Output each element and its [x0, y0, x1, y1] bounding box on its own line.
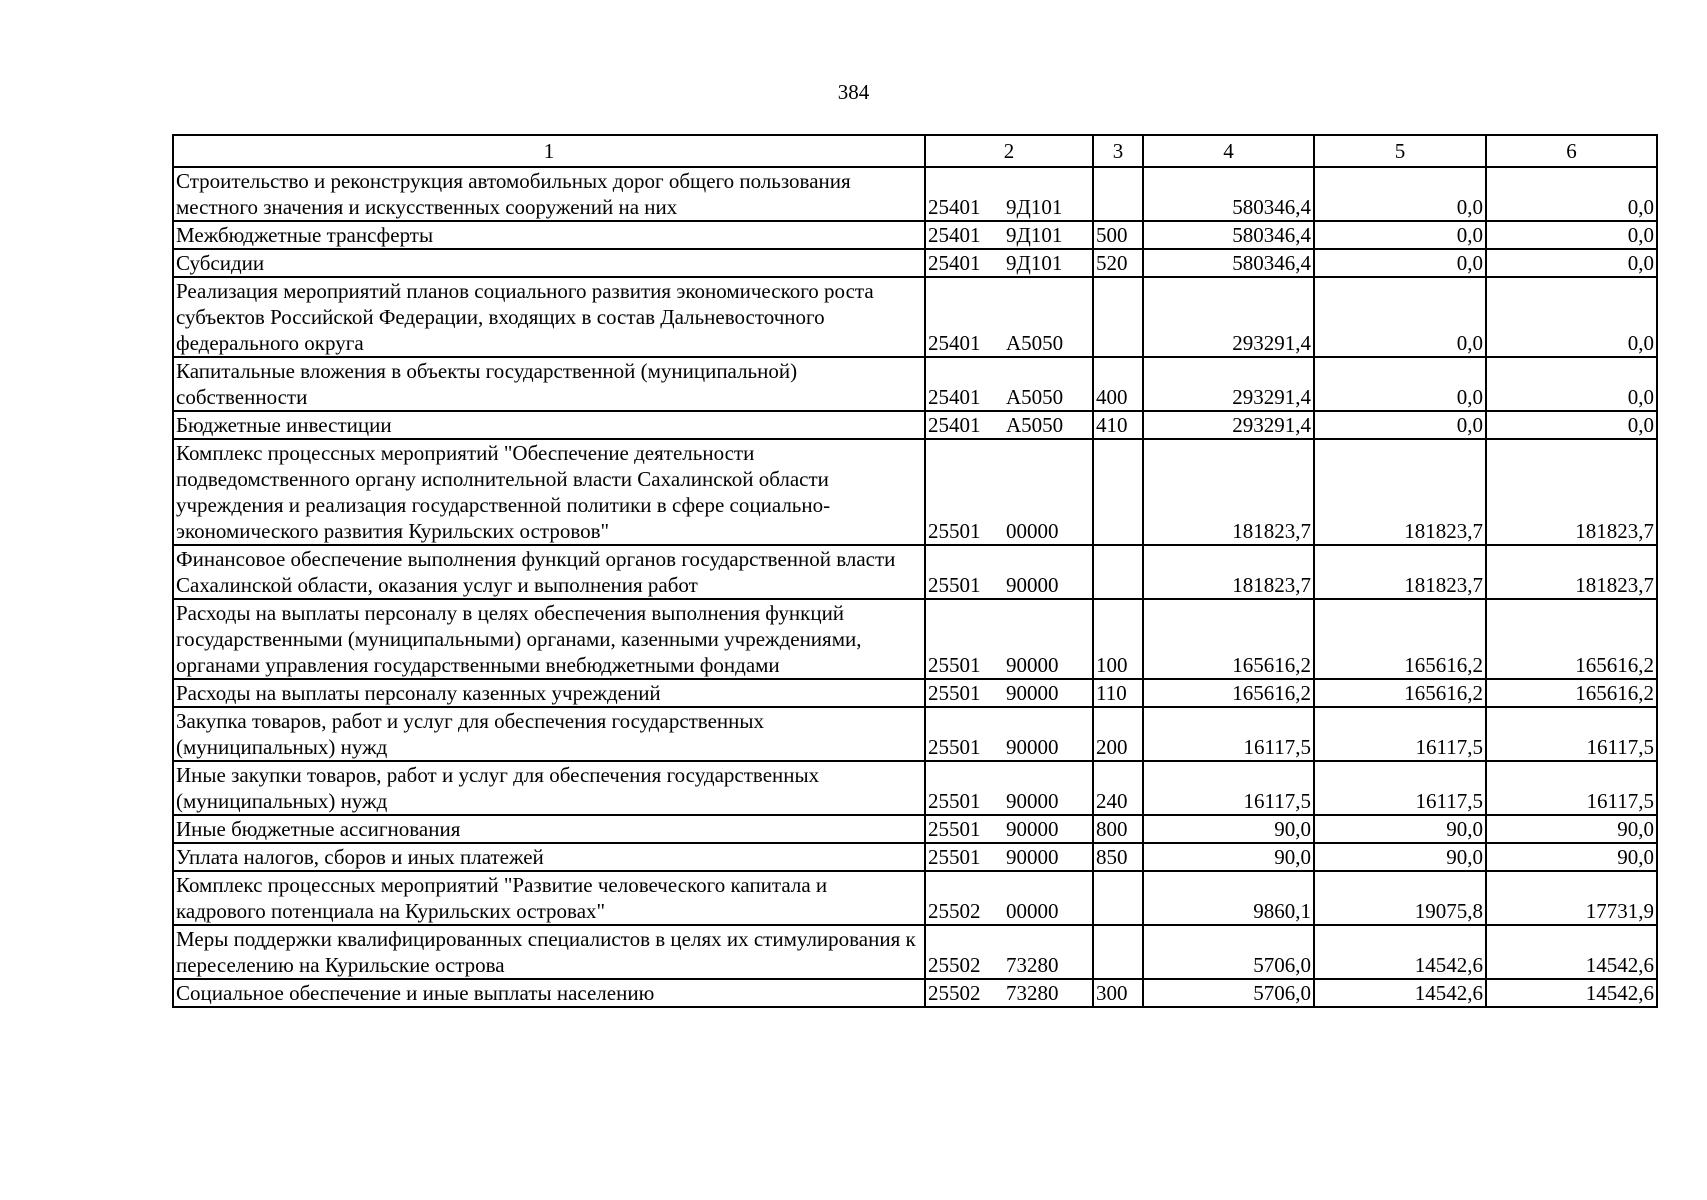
target-article-code — [925, 979, 1093, 1007]
amount-year-2: 16117,5 — [1314, 761, 1486, 815]
amount-year-3: 17731,9 — [1486, 871, 1657, 925]
target-article-code — [925, 599, 1093, 679]
target-article-code — [925, 815, 1093, 843]
table-row — [173, 707, 1657, 761]
column-number: 4 — [1143, 135, 1314, 167]
row-name: Строительство и реконструкция автомобильных дорог общего пользования местного значения и искусственных сооружений на них — [173, 167, 925, 221]
target-article-code — [925, 761, 1093, 815]
expense-type-code: 240 — [1093, 761, 1143, 815]
direction-code: 90000 — [1006, 789, 1059, 813]
amount-year-2: 0,0 — [1314, 221, 1486, 249]
program-code: 25401 — [928, 195, 981, 219]
amount-year-3: 181823,7 — [1486, 545, 1657, 599]
expense-type-code: 500 — [1093, 221, 1143, 249]
column-number: 6 — [1486, 135, 1657, 167]
row-name: Расходы на выплаты персоналу в целях обеспечения выполнения функций государственными (муниципальными) органами, казенными учреждениями, органами управления государственными внебюджетными фондами — [173, 599, 925, 679]
expense-type-code: 520 — [1093, 249, 1143, 277]
amount-year-2: 0,0 — [1314, 357, 1486, 411]
program-code: 25501 — [928, 573, 981, 597]
amount-year-1: 580346,4 — [1143, 221, 1314, 249]
amount-year-3: 16117,5 — [1486, 761, 1657, 815]
target-article-code — [925, 277, 1093, 357]
row-name: Бюджетные инвестиции — [173, 411, 925, 439]
direction-code: 9Д101 — [1006, 223, 1063, 247]
table-row — [173, 439, 1657, 545]
table-row — [173, 979, 1657, 1007]
amount-year-2: 16117,5 — [1314, 707, 1486, 761]
direction-code: 73280 — [1006, 953, 1059, 977]
amount-year-3: 0,0 — [1486, 221, 1657, 249]
program-code: 25401 — [928, 251, 981, 275]
row-name: Социальное обеспечение и иные выплаты населению — [173, 979, 925, 1007]
amount-year-3: 0,0 — [1486, 411, 1657, 439]
amount-year-3: 165616,2 — [1486, 599, 1657, 679]
amount-year-3: 90,0 — [1486, 815, 1657, 843]
row-name: Реализация мероприятий планов социального развития экономического роста субъектов Российской Федерации, входящих в состав Дальневосточного федерального округа — [173, 277, 925, 357]
amount-year-2: 14542,6 — [1314, 979, 1486, 1007]
amount-year-1: 16117,5 — [1143, 761, 1314, 815]
amount-year-1: 90,0 — [1143, 843, 1314, 871]
program-code: 25501 — [928, 653, 981, 677]
expense-type-code: 300 — [1093, 979, 1143, 1007]
expense-type-code: 110 — [1093, 679, 1143, 707]
expense-type-code — [1093, 277, 1143, 357]
table-row — [173, 599, 1657, 679]
table-row — [173, 679, 1657, 707]
amount-year-1: 293291,4 — [1143, 411, 1314, 439]
amount-year-3: 0,0 — [1486, 357, 1657, 411]
amount-year-3: 14542,6 — [1486, 925, 1657, 979]
amount-year-3: 16117,5 — [1486, 707, 1657, 761]
column-number-row — [173, 135, 1657, 167]
amount-year-1: 293291,4 — [1143, 277, 1314, 357]
target-article-code — [925, 249, 1093, 277]
amount-year-3: 165616,2 — [1486, 679, 1657, 707]
direction-code: 90000 — [1006, 735, 1059, 759]
amount-year-3: 0,0 — [1486, 249, 1657, 277]
direction-code: 9Д101 — [1006, 195, 1063, 219]
table-row — [173, 167, 1657, 221]
program-code: 25501 — [928, 789, 981, 813]
program-code: 25502 — [928, 981, 981, 1005]
direction-code: 90000 — [1006, 817, 1059, 841]
direction-code: 90000 — [1006, 573, 1059, 597]
amount-year-3: 181823,7 — [1486, 439, 1657, 545]
expense-type-code: 410 — [1093, 411, 1143, 439]
target-article-code — [925, 679, 1093, 707]
program-code: 25501 — [928, 681, 981, 705]
row-name: Капитальные вложения в объекты государственной (муниципальной) собственности — [173, 357, 925, 411]
table-row — [173, 843, 1657, 871]
program-code: 25401 — [928, 223, 981, 247]
table-row — [173, 411, 1657, 439]
table-row — [173, 357, 1657, 411]
amount-year-1: 165616,2 — [1143, 679, 1314, 707]
amount-year-3: 0,0 — [1486, 167, 1657, 221]
table-row — [173, 221, 1657, 249]
amount-year-2: 90,0 — [1314, 815, 1486, 843]
row-name: Закупка товаров, работ и услуг для обеспечения государственных (муниципальных) нужд — [173, 707, 925, 761]
program-code: 25502 — [928, 899, 981, 923]
expense-type-code — [1093, 167, 1143, 221]
amount-year-1: 90,0 — [1143, 815, 1314, 843]
row-name: Финансовое обеспечение выполнения функций органов государственной власти Сахалинской области, оказания услуг и выполнения работ — [173, 545, 925, 599]
program-code: 25401 — [928, 413, 981, 437]
amount-year-2: 19075,8 — [1314, 871, 1486, 925]
program-code: 25501 — [928, 817, 981, 841]
direction-code: 90000 — [1006, 653, 1059, 677]
direction-code: 00000 — [1006, 899, 1059, 923]
column-number: 1 — [173, 135, 925, 167]
table-row — [173, 545, 1657, 599]
amount-year-3: 0,0 — [1486, 277, 1657, 357]
amount-year-1: 580346,4 — [1143, 249, 1314, 277]
expense-type-code: 200 — [1093, 707, 1143, 761]
amount-year-2: 14542,6 — [1314, 925, 1486, 979]
amount-year-1: 181823,7 — [1143, 545, 1314, 599]
target-article-code — [925, 439, 1093, 545]
amount-year-1: 165616,2 — [1143, 599, 1314, 679]
amount-year-2: 90,0 — [1314, 843, 1486, 871]
amount-year-1: 181823,7 — [1143, 439, 1314, 545]
table-body — [173, 167, 1657, 1007]
table-row — [173, 249, 1657, 277]
amount-year-2: 165616,2 — [1314, 679, 1486, 707]
program-code: 25401 — [928, 385, 981, 409]
expense-type-code — [1093, 545, 1143, 599]
column-number: 5 — [1314, 135, 1486, 167]
expense-type-code: 800 — [1093, 815, 1143, 843]
direction-code: 73280 — [1006, 981, 1059, 1005]
target-article-code — [925, 707, 1093, 761]
direction-code: 90000 — [1006, 845, 1059, 869]
target-article-code — [925, 871, 1093, 925]
target-article-code — [925, 411, 1093, 439]
row-name: Меры поддержки квалифицированных специалистов в целях их стимулирования к переселению на Курильские острова — [173, 925, 925, 979]
program-code: 25501 — [928, 519, 981, 543]
target-article-code — [925, 221, 1093, 249]
target-article-code — [925, 925, 1093, 979]
expense-type-code — [1093, 925, 1143, 979]
direction-code: А5050 — [1006, 331, 1064, 355]
row-name: Комплекс процессных мероприятий "Развитие человеческого капитала и кадрового потенциала на Курильских островах" — [173, 871, 925, 925]
row-name: Расходы на выплаты персоналу казенных учреждений — [173, 679, 925, 707]
target-article-code — [925, 167, 1093, 221]
row-name: Комплекс процессных мероприятий "Обеспечение деятельности подведомственного органу исполнительной власти Сахалинской области учреждения и реализация государственной политики в сфере социально-экономического развития Курильских островов" — [173, 439, 925, 545]
budget-table — [172, 134, 1658, 1008]
program-code: 25501 — [928, 735, 981, 759]
expense-type-code — [1093, 871, 1143, 925]
row-name: Межбюджетные трансферты — [173, 221, 925, 249]
row-name: Иные бюджетные ассигнования — [173, 815, 925, 843]
table-row — [173, 925, 1657, 979]
target-article-code — [925, 545, 1093, 599]
column-number: 3 — [1093, 135, 1143, 167]
amount-year-2: 181823,7 — [1314, 545, 1486, 599]
direction-code: А5050 — [1006, 385, 1064, 409]
program-code: 25502 — [928, 953, 981, 977]
amount-year-3: 90,0 — [1486, 843, 1657, 871]
direction-code: 9Д101 — [1006, 251, 1063, 275]
program-code: 25401 — [928, 331, 981, 355]
direction-code: 90000 — [1006, 681, 1059, 705]
target-article-code — [925, 843, 1093, 871]
target-article-code — [925, 357, 1093, 411]
amount-year-1: 5706,0 — [1143, 925, 1314, 979]
table-row — [173, 277, 1657, 357]
direction-code: 00000 — [1006, 519, 1059, 543]
row-name: Иные закупки товаров, работ и услуг для обеспечения государственных (муниципальных) нужд — [173, 761, 925, 815]
amount-year-2: 165616,2 — [1314, 599, 1486, 679]
table-row — [173, 815, 1657, 843]
amount-year-2: 0,0 — [1314, 167, 1486, 221]
column-number: 2 — [925, 135, 1093, 167]
expense-type-code: 100 — [1093, 599, 1143, 679]
amount-year-1: 293291,4 — [1143, 357, 1314, 411]
amount-year-3: 14542,6 — [1486, 979, 1657, 1007]
amount-year-1: 580346,4 — [1143, 167, 1314, 221]
direction-code: А5050 — [1006, 413, 1064, 437]
amount-year-1: 5706,0 — [1143, 979, 1314, 1007]
amount-year-1: 16117,5 — [1143, 707, 1314, 761]
amount-year-2: 0,0 — [1314, 277, 1486, 357]
expense-type-code: 850 — [1093, 843, 1143, 871]
page-number: 384 — [837, 80, 870, 104]
amount-year-2: 0,0 — [1314, 411, 1486, 439]
row-name: Субсидии — [173, 249, 925, 277]
amount-year-1: 9860,1 — [1143, 871, 1314, 925]
expense-type-code: 400 — [1093, 357, 1143, 411]
table-row — [173, 761, 1657, 815]
amount-year-2: 0,0 — [1314, 249, 1486, 277]
amount-year-2: 181823,7 — [1314, 439, 1486, 545]
expense-type-code — [1093, 439, 1143, 545]
row-name: Уплата налогов, сборов и иных платежей — [173, 843, 925, 871]
program-code: 25501 — [928, 845, 981, 869]
table-row — [173, 871, 1657, 925]
